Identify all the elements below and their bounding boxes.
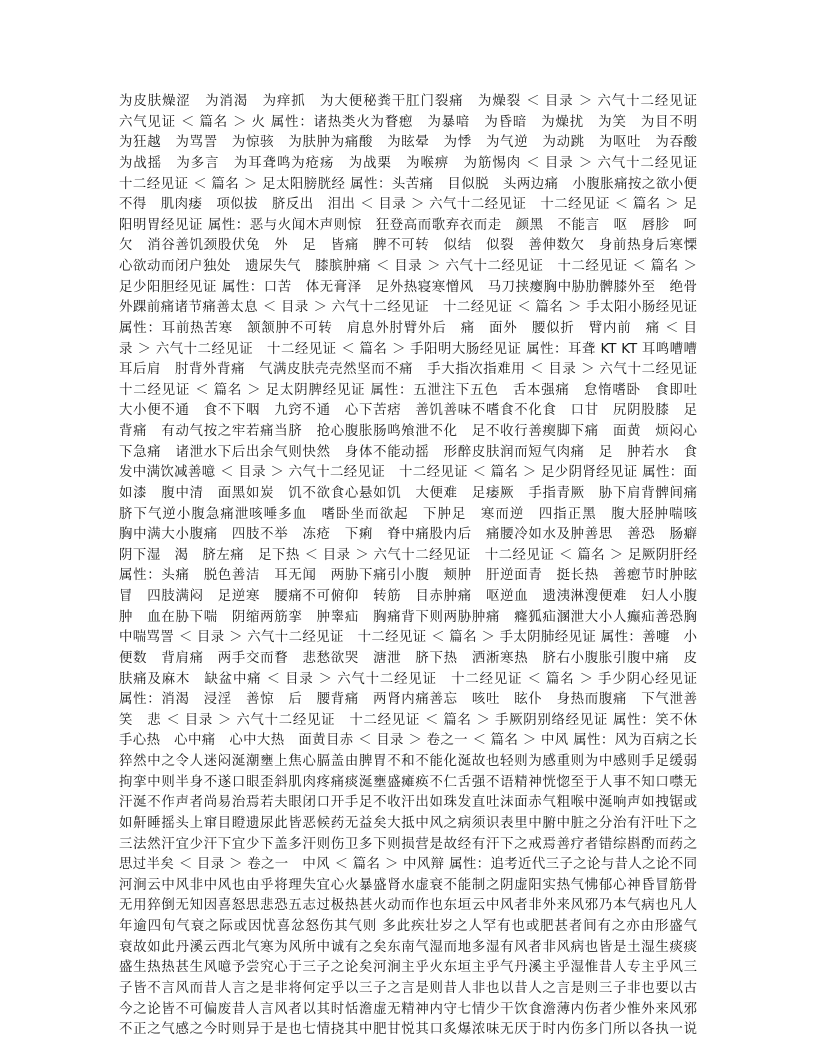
- text-line: 阴下湿 渴 脐左痛 足下热 ＜ 目录 ＞ 六气十二经见证 十二经见证 ＜ 篇名 ＞ 足厥阴肝经: [119, 547, 697, 563]
- text-line: 如漆 腹中清 面黑如炭 饥不欲食心悬如饥 大便难 足痿厥 手指青厥 胁下肩背髀间痛: [119, 485, 697, 501]
- text-line: 思过半矣 ＜ 目录 ＞ 卷之一 中风 ＜ 篇名 ＞ 中风辩 属性：追考近代三子之论与昔人之论不同: [119, 857, 697, 873]
- text-line: 属性：耳前热苦寒 颔颔肿不可转 肩息外肘臂外后 痛 面外 腰似折 臂内前 痛 ＜ 目: [119, 320, 697, 336]
- text-line: 心欲动而闭户独处 遗尿失气 膝膑肿痛 ＜ 目录 ＞ 六气十二经见证 十二经见证 ＜ 篇名 ＞: [119, 259, 697, 274]
- text-line: 汗涎不作声者尚易治焉若夫眼闭口开手足不收汗出如珠发直吐沫面赤气粗喉中涎响声如拽锯或: [119, 795, 697, 811]
- text-line: 外踝前痛诸节痛善太息 ＜ 目录 ＞ 六气十二经见证 十二经见证 ＜ 篇名 ＞ 手太阳小肠经见证: [119, 300, 697, 316]
- text-line: 脐下气逆小腹急痛泄咳唾多血 嗜卧坐而欲起 下肿足 寒而逆 四指正黑 腹大胫肿喘咳: [119, 506, 697, 522]
- text-line: 十二经见证 ＜ 篇名 ＞ 足太阴脾经见证 属性：五泄注下五色 舌本强痛 怠惰嗜卧 食即吐: [119, 382, 697, 398]
- text-line: 六气见证 ＜ 篇名 ＞ 火 属性：诸热类火为瞀瘛 为暴喑 为昏暗 为燥扰 为笑 为目不明: [119, 114, 697, 130]
- text-line: 猝然中之令人迷闷涎潮壅上焦心膈盖由脾胃不和不能化涎故也轻则为感重则为中感则手足缓弱: [119, 754, 697, 769]
- text-line: 肤痛及麻木 缺盆中痛 ＜ 目录 ＞ 六气十二经见证 十二经见证 ＜ 篇名 ＞ 手少阴心经见证: [119, 671, 697, 687]
- text-line: 十二经见证 ＜ 篇名 ＞ 足太阳膀胱经 属性：头苦痛 目似脱 头两边痛 小腹胀痛按之欲小便: [119, 176, 697, 192]
- text-line: 为皮肤燥涩 为消渴 为痒抓 为大便秘粪干肛门裂痛 为燥裂 ＜ 目录 ＞ 六气十二经见证: [119, 94, 697, 109]
- text-line: 背痛 有动气按之牢若痛当脐 抢心腹胀肠鸣飧泄不化 足不收行善瘈脚下痛 面黄 烦闷心: [119, 424, 697, 439]
- text-line: 足少阳胆经见证 属性：口苦 体无膏泽 足外热寝寒憎风 马刀挟瘿胸中胁肋髀膝外至 绝骨: [119, 279, 697, 295]
- text-line: 为战摇 为多言 为耳聋鸣为疮疡 为战栗 为喉痹 为筋惕肉 ＜ 目录 ＞ 六气十二经见证: [119, 155, 697, 171]
- text-line: 欠 消谷善饥颈股伏兔 外 足 皆痛 脾不可转 似结 似裂 善伸数欠 身前热身后寒慄: [119, 238, 697, 254]
- text-line: 手心热 心中痛 心中大热 面黄目赤 ＜ 目录 ＞ 卷之一 ＜ 篇名 ＞ 中风 属性：风为百病之长: [119, 733, 697, 749]
- text-line: 衰故如此丹溪云西北气寒为风所中诚有之矣东南气湿而地多湿有风者非风病也皆是土湿生痰痰: [119, 939, 697, 955]
- text-line: 年逾四旬气衰之际或因忧喜忿怒伤其气则 多此疾壮岁之人罕有也或肥甚者间有之亦由形盛气: [119, 919, 697, 934]
- text-line: 三法然汗宜少汗下宜少下盖多汗则伤卫多下则损营是故经有汗下之戒焉善疗者错综斟酌而药之: [119, 836, 697, 852]
- text-line: 河涧云中风非中风也由乎将理失宜心火暴盛肾水虚衰不能制之阴虚阳实热气怫郁心神昏冒筋骨: [119, 877, 697, 893]
- text-line: 无用猝倒无知因喜怒思悲恐五志过极热甚火动而作也东垣云中风者非外来风邪乃本气病也凡人: [119, 898, 697, 914]
- text-line: 笑 悲 ＜ 目录 ＞ 六气十二经见证 十二经见证 ＜ 篇名 ＞ 手厥阴别络经见证 属性：笑不休: [119, 712, 697, 728]
- text-line: 肿 血在胁下喘 阴缩两筋挛 肿睾疝 胸痛背下则两胁肿痛 癃狐疝溷泄大小人癫疝善恐胸: [119, 609, 697, 625]
- text-line: 如鼾睡摇头上窜目瞪遗尿此皆恶候药无益矣大抵中风之病须识表里中腑中脏之分治有汗吐下之: [119, 815, 697, 831]
- text-line: 拘挛中则半身不遂口眼歪斜肌肉疼痛痰涎壅盛瘫痪不仁舌强不语精神恍惚至于人事不知口噤无: [119, 774, 697, 790]
- text-line: 中喘骂詈 ＜ 目录 ＞ 六气十二经见证 十二经见证 ＜ 篇名 ＞ 手太阴肺经见证 属性：善嚏 小: [119, 630, 697, 646]
- document-page: [119, 92, 697, 1041]
- text-line: 下急痛 诸泄水下后出余气则快然 身体不能动摇 形醉皮肤润而短气肉痛 足 肿若水 食: [119, 444, 697, 460]
- text-line: 胸中满大小腹痛 四肢不举 冻疮 下痢 脊中痛股内后 痛腰冷如水及肿善思 善恐 肠癖: [119, 527, 697, 543]
- text-line: 属性：消渴 浸淫 善惊 后 腰背痛 两肾内痛善忘 咳吐 眩仆 身热而腹痛 下气泄善: [119, 692, 697, 708]
- text-line: 阳明胃经见证 属性：恶与火闻木声则惊 狂登高而歌弃衣而走 颜黑 不能言 呕 唇胗 呵: [119, 217, 697, 233]
- text-line: 耳后肩 肘背外背痛 气满皮肤壳壳然坚而不痛 手大指次指难用 ＜ 目录 ＞ 六气十二经见证: [119, 362, 697, 378]
- text-line: 今之论皆不可偏废昔人言风者以其时恬澹虚无精神内守七情少干饮食澹薄内伤者少惟外来风邪: [119, 1001, 697, 1017]
- text-line: 子皆不言风而昔人言之是非将何定乎以三子之言是则昔人非也以昔人之言是则三子非也要以古: [119, 980, 697, 996]
- text-line: 为狂越 为骂詈 为惊骇 为肤肿为痛酸 为眩晕 为悸 为气逆 为动跳 为呕吐 为吞酸: [119, 135, 697, 151]
- text-line: 盛生热热甚生风噫予尝究心于三子之论矣河涧主乎火东垣主乎气丹溪主乎湿惟昔人专主乎风三: [119, 960, 697, 976]
- text-line: 大小便不通 食不下咽 九窍不通 心下苦痞 善饥善味不嗜食不化食 口甘 尻阴股膝 足: [119, 403, 697, 419]
- text-line: 冒 四肢满闷 足逆寒 腰痛不可俯仰 转筋 目赤肿痛 呕逆血 遗洟淋溲便难 妇人小腹: [119, 589, 697, 604]
- text-line: 录 ＞ 六气十二经见证 十二经见证 ＜ 篇名 ＞ 手阳明大肠经见证 属性：耳聋 KT KT 耳鸣嘈嘈: [119, 341, 697, 357]
- text-line: 属性：头痛 脱色善洁 耳无闻 两胁下痛引小腹 颊肿 肝逆面青 挺长热 善瘛节时肿眩: [119, 568, 697, 584]
- text-line: 便数 背肩痛 两手交而瞀 悲愁欲哭 溏泄 脐下热 洒淅寒热 脐右小腹胀引腹中痛 皮: [119, 650, 697, 666]
- text-line: 不得 肌肉痿 项似拔 脐反出 泪出 ＜ 目录 ＞ 六气十二经见证 十二经见证 ＜ 篇名 ＞ 足: [119, 197, 697, 213]
- text-line: 发中满饮减善噫 ＜ 目录 ＞ 六气十二经见证 十二经见证 ＜ 篇名 ＞ 足少阴肾经见证 属性：面: [119, 465, 697, 481]
- text-line: 不正之气感之今时则异于是也七情挠其中肥甘悦其口炙爆浓味无厌于时内伤多门所以各执一说: [119, 1022, 697, 1038]
